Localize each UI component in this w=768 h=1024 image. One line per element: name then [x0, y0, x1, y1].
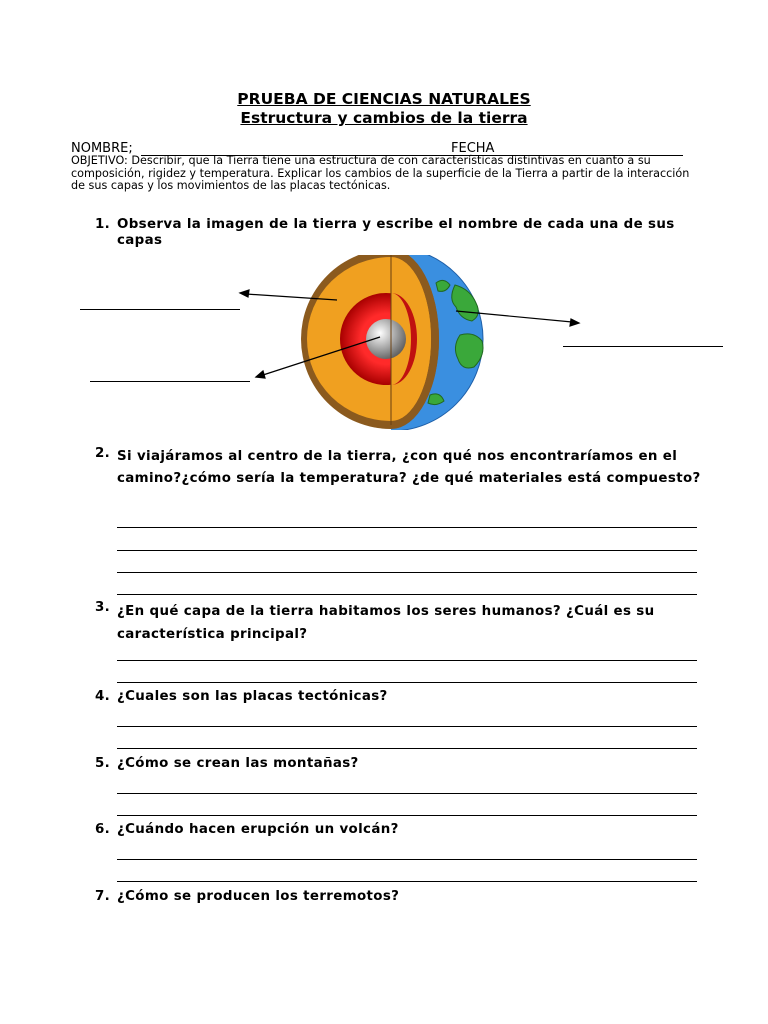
- question-number: 7.: [95, 889, 111, 904]
- page-title: PRUEBA DE CIENCIAS NATURALES: [237, 90, 531, 108]
- answer-line[interactable]: [117, 726, 697, 727]
- question-3: [95, 600, 705, 646]
- question-text: ¿Cómo se crean las montañas?: [117, 756, 359, 771]
- answer-line[interactable]: [117, 527, 697, 528]
- answer-line[interactable]: [117, 859, 697, 860]
- question-text: ¿Cómo se producen los terremotos?: [117, 889, 400, 904]
- question-text: ¿En qué capa de la tierra habitamos los seres humanos? ¿Cuál es su característica principal?: [117, 604, 655, 642]
- page-subtitle: Estructura y cambios de la tierra: [240, 109, 528, 127]
- question-number: 6.: [95, 822, 111, 837]
- question-number: 3.: [95, 600, 111, 615]
- question-text: Si viajáramos al centro de la tierra, ¿con qué nos encontraríamos en el camino?¿cómo sería la temperatura? ¿de qué materiales está compuesto?: [117, 449, 701, 486]
- name-label: NOMBRE;: [71, 141, 133, 156]
- layer-answer-line[interactable]: [80, 309, 240, 310]
- earth-cutaway: [301, 255, 439, 429]
- question-number: 4.: [95, 689, 111, 704]
- answer-line[interactable]: [117, 572, 697, 573]
- question-7: [95, 889, 705, 909]
- answer-line[interactable]: [117, 748, 697, 749]
- question-number: 5.: [95, 756, 111, 771]
- date-label: FECHA: [451, 141, 495, 156]
- question-4: [95, 689, 705, 709]
- question-2: [95, 446, 705, 514]
- question-number: 2.: [95, 446, 111, 461]
- answer-line[interactable]: [117, 793, 697, 794]
- answer-line[interactable]: [117, 660, 697, 661]
- question-5: [95, 756, 705, 776]
- layer-answer-line[interactable]: [563, 346, 723, 347]
- answer-line[interactable]: [117, 550, 697, 551]
- answer-line[interactable]: [117, 881, 697, 882]
- answer-line[interactable]: [117, 594, 697, 595]
- layer-answer-line[interactable]: [90, 381, 250, 382]
- answer-line[interactable]: [117, 815, 697, 816]
- answer-line[interactable]: [117, 682, 697, 683]
- question-1: [95, 217, 705, 257]
- objective-text: OBJETIVO: Describir, que la Tierra tiene una estructura de con características distintivas en cuanto a su composición, rigidez y temperatura. Explicar los cambios de la superficie de la Tierra a partir de la interacción de sus capas y los movimientos de las placas tectónicas.: [71, 154, 690, 193]
- question-text: ¿Cuales son las placas tectónicas?: [117, 689, 388, 704]
- question-number: 1.: [95, 217, 111, 232]
- question-6: [95, 822, 705, 842]
- question-text: ¿Cuándo hacen erupción un volcán?: [117, 822, 399, 837]
- question-text: Observa la imagen de la tierra y escribe el nombre de cada una de sus capas: [117, 217, 675, 248]
- earth-layers-diagram: [0, 255, 768, 430]
